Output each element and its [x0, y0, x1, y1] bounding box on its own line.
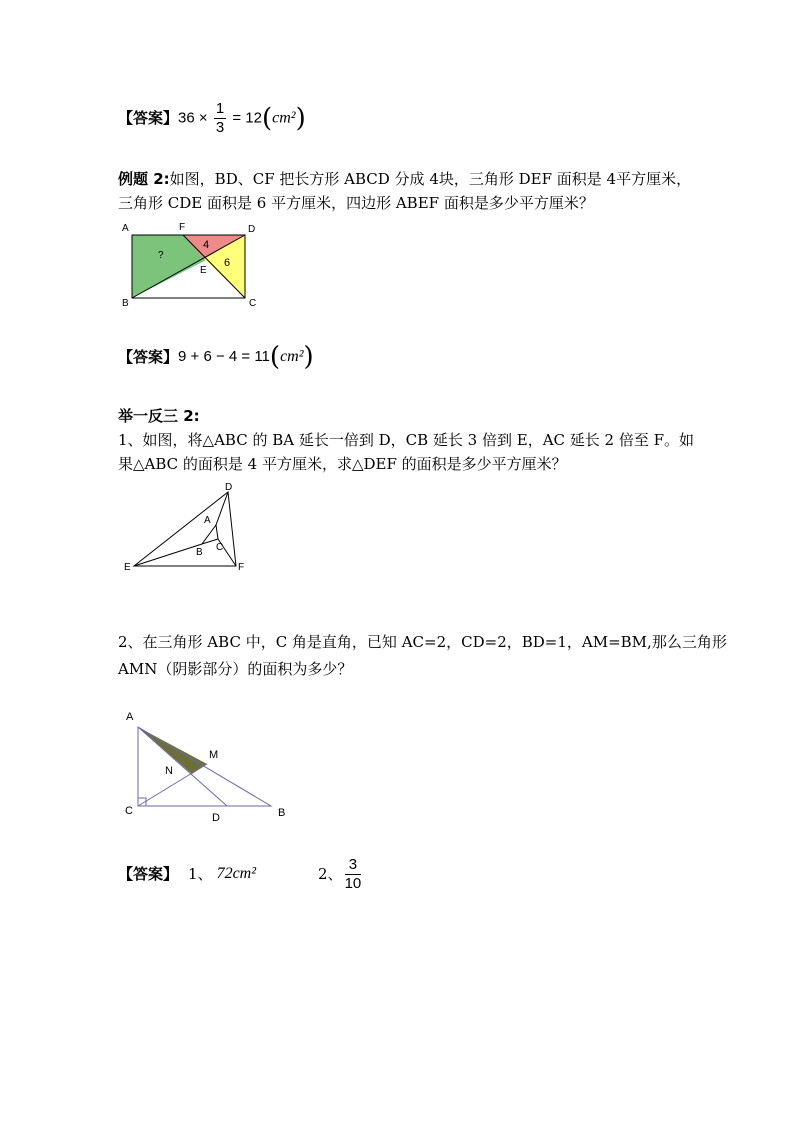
answer-label: 【答案】	[118, 865, 179, 883]
fraction-denominator: 3	[215, 118, 225, 136]
figure-rectangle	[118, 218, 268, 310]
fraction-numerator: 1	[215, 99, 225, 117]
paren-left: (	[261, 103, 273, 133]
answer-1	[118, 100, 306, 136]
label-f: F	[238, 562, 245, 573]
equals-sign: =	[232, 108, 242, 126]
label-m: M	[209, 749, 219, 761]
figure-triangle-def	[118, 478, 258, 576]
fraction-denominator: 10	[344, 874, 362, 892]
answer-3-prefix-1: 1、	[188, 865, 213, 883]
unit: cm²	[280, 348, 304, 365]
answer-3-prefix-2: 2、	[318, 865, 343, 883]
question-2-line-1: 2、在三角形 ABC 中，C 角是直角，已知 AC=2，CD=2，BD=1，AM=BM,那么三角形	[118, 633, 727, 651]
answer-value	[178, 100, 306, 137]
segment-be	[134, 544, 202, 566]
example-2-text-2: 三角形 CDE 面积是 6 平方厘米，四边形 ABEF 面积是多少平方厘米？	[118, 194, 594, 212]
answer-3-value-1: 72cm²	[216, 865, 257, 882]
label-d: D	[212, 812, 220, 824]
question-1-line-2: 果△ABC 的面积是 4 平方厘米，求△DEF 的面积是多少平方厘米？	[118, 455, 567, 473]
label-e: E	[124, 562, 131, 573]
example-2-line-2	[118, 191, 594, 215]
figure-right-triangle	[118, 700, 298, 826]
label-question: ?	[158, 250, 164, 261]
answer-label: 【答案】	[118, 109, 179, 127]
example-2-text-1: 如图，BD、CF 把长方形 ABCD 分成 4块，三角形 DEF 面积是 4平方厘米，	[169, 170, 692, 188]
label-b: B	[122, 298, 129, 309]
answer-2	[118, 340, 314, 374]
fraction	[214, 100, 226, 137]
label-d: D	[225, 482, 233, 493]
result: 12	[245, 108, 262, 126]
answer-label: 【答案】	[118, 348, 179, 366]
paren-right: )	[303, 342, 314, 372]
label-e: E	[200, 265, 207, 276]
label-a: A	[122, 223, 129, 234]
label-b: B	[196, 547, 203, 558]
label-6: 6	[224, 257, 231, 269]
answer-expression: 9 + 6 − 4 = 11	[178, 348, 270, 365]
label-n: N	[165, 765, 173, 777]
label-c: C	[125, 805, 133, 817]
label-b: B	[278, 807, 286, 819]
answer-3	[118, 854, 363, 894]
question-1-line-1: 1、如图，将△ABC 的 BA 延长一倍到 D，CB 延长 3 倍到 E，AC 延长 2 倍至 F。如	[118, 431, 695, 449]
fraction-numerator: 3	[345, 856, 362, 875]
operand: 36	[178, 108, 195, 126]
label-d: D	[248, 224, 256, 235]
label-c: C	[216, 542, 224, 553]
practice-title: 举一反三 2:	[118, 407, 200, 425]
question-2-line-2: AMN（阴影部分）的面积为多少？	[118, 660, 353, 678]
paren-right: )	[295, 103, 306, 133]
times-sign: ×	[198, 108, 208, 126]
segment-ad	[138, 727, 227, 806]
label-a: A	[126, 711, 134, 723]
label-c: C	[249, 298, 257, 309]
label-4: 4	[203, 239, 210, 251]
label-f: F	[179, 222, 186, 233]
example-2-title: 例题 2:	[118, 170, 170, 188]
paren-left: (	[269, 342, 281, 372]
triangle-def	[134, 492, 236, 566]
example-2-line-1	[118, 167, 691, 191]
label-a: A	[204, 515, 211, 526]
fraction	[345, 856, 362, 893]
unit: cm²	[272, 108, 296, 126]
